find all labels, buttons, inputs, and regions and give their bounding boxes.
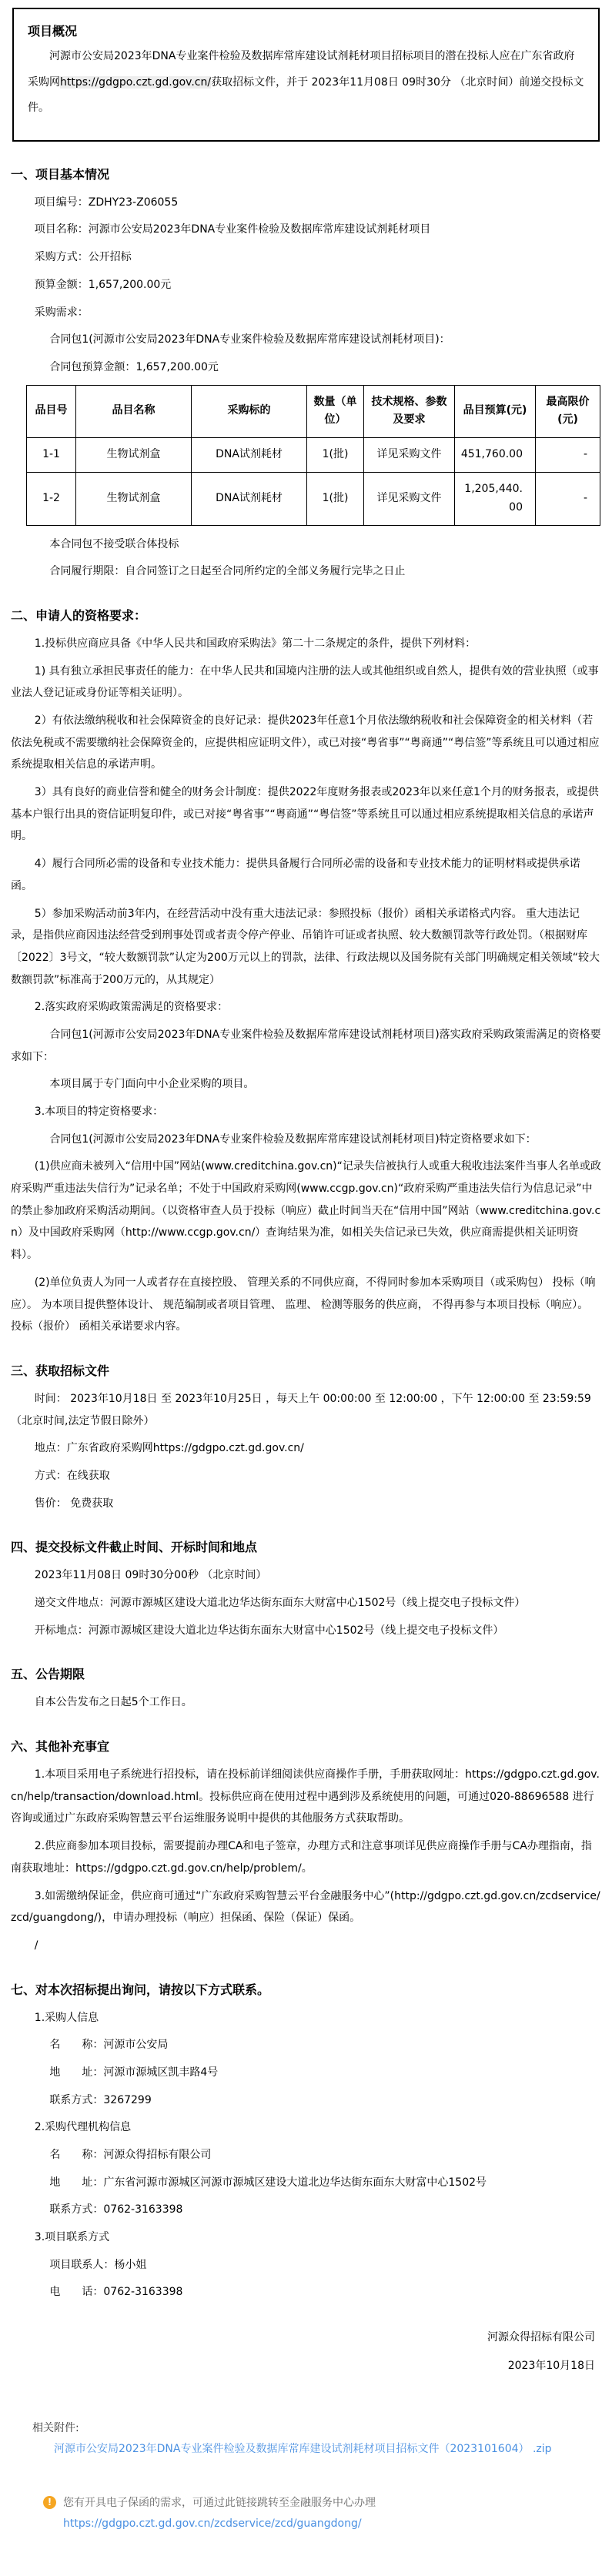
cell-max-price: - <box>536 472 600 525</box>
paragraph-group <box>11 534 601 583</box>
section-heading: 七、对本次招标提出询问，请按以下方式联系。 <box>11 1982 270 1997</box>
table-header-row <box>27 385 600 438</box>
paragraph: 本项目属于专门面向中小企业采购的项目。 <box>49 1078 255 1091</box>
overview-text-before: 河源市公安局2023年DNA专业案件检验及数据库常库建设试剂耗材项目招标项目的潜在投标人应在广东省政府采购网 <box>28 50 575 89</box>
cell-budget: 1,205,440.00 <box>455 472 536 525</box>
financial-service-link[interactable]: https://gdgpo.czt.gd.gov.cn/zcdservice/zcd/guangdong/ <box>63 2517 362 2531</box>
project-overview-box <box>12 8 600 142</box>
section-heading: 四、提交投标文件截止时间、开标时间和地点 <box>11 1540 258 1555</box>
section-heading: 二、申请人的资格要求： <box>11 607 147 623</box>
paragraph: 地 址：河源市源城区凯丰路4号 <box>49 2066 219 2079</box>
paragraph: 3.项目联系方式 <box>34 2231 110 2244</box>
table-header-cell: 最高限价(元) <box>536 385 600 438</box>
paragraph: 预算金额：1,657,200.00元 <box>34 278 172 291</box>
section-deadline-and-opening <box>11 1537 601 1641</box>
paragraph: 3）具有良好的商业信誉和健全的财务会计制度：提供2022年度财务报表或2023年以来任意1个月的财务报表，或提供基本户银行出具的资信证明复印件，或已对接“粤省事”“粤商通”“粤信签”等系统且可以通过相应系统提取相关信息的承诺声明。 <box>11 786 599 843</box>
paragraph: 合同包1(河源市公安局2023年DNA专业案件检验及数据库常库建设试剂耗材项目)： <box>49 333 450 346</box>
paragraph: 方式：在线获取 <box>34 1469 110 1482</box>
paragraph-group <box>11 2007 601 2304</box>
paragraph: 1.投标供应商应具备《中华人民共和国政府采购法》第二十二条规定的条件，提供下列材料： <box>34 637 477 650</box>
table-header-cell: 品目名称 <box>76 385 192 438</box>
table-row <box>27 438 600 473</box>
cell-item-name: 生物试剂盒 <box>76 438 192 473</box>
paragraph: 地 址：广东省河源市源城区河源市源城区建设大道北边华达街东面东大财富中心1502号 <box>49 2176 487 2189</box>
overview-title: 项目概况 <box>28 24 78 38</box>
table-row <box>27 472 600 525</box>
section-contact-info <box>11 1980 601 2304</box>
table-header-cell: 采购标的 <box>192 385 307 438</box>
table-header-cell: 技术规格、参数及要求 <box>364 385 455 438</box>
announcement-document <box>0 8 612 2530</box>
cell-procurement-target: DNA试剂耗材 <box>192 438 307 473</box>
signoff-date: 2023年10月18日 <box>507 2359 595 2372</box>
cell-quantity: 1(批) <box>307 438 364 473</box>
paragraph-group <box>11 1691 601 1714</box>
notice-text: 您有开具电子保函的需求，可通过此链接跳转至金融服务中心办理 <box>63 2497 376 2510</box>
paragraph: 2.落实政府采购政策需满足的资格要求： <box>34 1001 229 1014</box>
section-heading: 六、其他补充事宜 <box>11 1739 110 1755</box>
cell-spec: 详见采购文件 <box>364 438 455 473</box>
paragraph: 2）有依法缴纳税收和社会保障资金的良好记录：提供2023年任意1个月依法缴纳税收和社会保障资金的相关材料（若依法免税或不需要缴纳社会保障资金的，应提供相应证明文件），或已对接“粤省事”“粤商通”“粤信签”等系统且可以通过相应系统提取相关信息的承诺声明。 <box>11 714 600 771</box>
table-header-cell: 数量（单位） <box>307 385 364 438</box>
paragraph: 本合同包不接受联合体投标 <box>49 537 179 550</box>
section-qualification-requirements <box>11 606 601 1338</box>
cell-max-price: - <box>536 438 600 473</box>
paragraph: 开标地点：河源市源城区建设大道北边华达街东面东大财富中心1502号（线上提交电子投标文件） <box>34 1624 504 1637</box>
cell-item-no: 1-2 <box>27 472 76 525</box>
paragraph: 合同包预算金额：1,657,200.00元 <box>49 360 219 373</box>
attachments-label: 相关附件: <box>32 2421 79 2434</box>
paragraph: 合同包1(河源市公安局2023年DNA专业案件检验及数据库常库建设试剂耗材项目)特定资格要求如下： <box>49 1132 537 1146</box>
paragraph: 递交文件地点：河源市源城区建设大道北边华达街东面东大财富中心1502号（线上提交电子投标文件） <box>34 1597 526 1610</box>
section-announcement-period <box>11 1664 601 1714</box>
paragraph: 自本公告发布之日起5个工作日。 <box>34 1696 192 1709</box>
section-heading: 三、获取招标文件 <box>11 1363 110 1378</box>
paragraph: 3.本项目的特定资格要求： <box>34 1106 164 1119</box>
attachment-zip-link[interactable]: 河源市公安局2023年DNA专业案件检验及数据库常库建设试剂耗材项目招标文件（2023101604） .zip <box>54 2442 552 2455</box>
cell-quantity: 1(批) <box>307 472 364 525</box>
table-body <box>27 438 600 525</box>
paragraph: 2.采购代理机构信息 <box>34 2121 132 2134</box>
table-header-cell: 品目预算(元) <box>455 385 536 438</box>
paragraph: 电 话：0762-3163398 <box>49 2286 183 2299</box>
paragraph-group <box>11 1564 601 1641</box>
section-heading: 五、公告期限 <box>11 1667 85 1682</box>
e-guarantee-notice <box>43 2494 601 2530</box>
section-obtain-bid-documents <box>11 1361 601 1514</box>
paragraph: 1) 具有独立承担民事责任的能力：在中华人民共和国境内注册的法人或其他组织或自然人，提供有效的营业执照（或事业法人登记证或身份证等相关证明）。 <box>11 664 599 700</box>
cell-item-name: 生物试剂盒 <box>76 472 192 525</box>
section-other-matters <box>11 1737 601 1957</box>
signoff <box>11 2323 595 2380</box>
paragraph: 项目联系人：杨小姐 <box>49 2258 147 2271</box>
paragraph: (2)单位负责人为同一人或者存在直接控股、 管理关系的不同供应商，不得同时参加本采购项目（或采购包） 投标（响应）。 为本项目提供整体设计、 规范编制或者项目管理、 监理、 检测等服务的供应商， 不得再参与本项目投标（响应）。 投标（报价） 函相关承诺要求内容。 <box>11 1276 596 1333</box>
section-heading: 一、项目基本情况 <box>11 166 110 182</box>
items-table <box>26 385 600 526</box>
paragraph: 采购方式：公开招标 <box>34 251 132 264</box>
attachments <box>32 2420 601 2459</box>
paragraph-group <box>11 633 601 1338</box>
paragraph: 联系方式：3267299 <box>49 2093 152 2106</box>
paragraph-group <box>11 1764 601 1957</box>
paragraph: 4）履行合同所必需的设备和专业技术能力：提供具备履行合同所必需的设备和专业技术能力的证明材料或提供承诺函。 <box>11 858 580 892</box>
paragraph-group <box>11 192 601 379</box>
paragraph: 1.本项目采用电子系统进行招投标，请在投标前详细阅读供应商操作手册，手册获取网址：https://gdgpo.czt.gd.gov.cn/help/transaction/download.html。投标供应商在使用过程中遇到涉及系统使用的问题，可通过020-88696588 进行咨询或通过广东政府采购智慧云平台运维服务说明中提供的其他服务方式获取帮助。 <box>11 1768 600 1825</box>
paragraph: 5）参加采购活动前3年内，在经营活动中没有重大违法记录：参照投标（报价）函相关承诺格式内容。 重大违法记录，是指供应商因违法经营受到刑事处罚或者责令停产停业、吊销许可证或者执照、较大数额罚款等行政处罚。（根据财库〔2022〕3号文，“较大数额罚款”认定为200万元以上的罚款，法律、行政法规以及国务院有关部门明确规定相关领域“较大数额罚款”标准高于200万元的，从其规定） <box>11 907 600 986</box>
paragraph: 1.采购人信息 <box>34 2011 99 2024</box>
paragraph: 3.如需缴纳保证金，供应商可通过“广东政府采购智慧云平台金融服务中心”(http://gdgpo.czt.gd.gov.cn/zcdservice/zcd/guangdong/)，申请办理投标（响应）担保函、保险（保证）保函。 <box>11 1889 600 1925</box>
paragraph: 2023年11月08日 09时30分00秒 （北京时间） <box>34 1569 267 1582</box>
procurement-site-url: https://gdgpo.czt.gd.gov.cn/ <box>60 75 212 89</box>
paragraph: 项目名称：河源市公安局2023年DNA专业案件检验及数据库常库建设试剂耗材项目 <box>34 223 431 236</box>
signoff-org: 河源众得招标有限公司 <box>487 2331 595 2344</box>
section-basic-info <box>11 165 601 583</box>
overview-text-after: 获取招标文件，并于 2023年11月08日 09时30分 （北京时间）前递交投标文件。 <box>28 75 584 115</box>
paragraph: / <box>34 1939 38 1952</box>
warning-icon: ! <box>43 2496 56 2509</box>
paragraph: 名 称：河源众得招标有限公司 <box>49 2149 212 2162</box>
cell-budget: 451,760.00 <box>455 438 536 473</box>
cell-item-no: 1-1 <box>27 438 76 473</box>
paragraph: 名 称：河源市公安局 <box>49 2039 169 2052</box>
paragraph: 采购需求： <box>34 306 89 319</box>
overview-text <box>28 44 584 122</box>
cell-procurement-target: DNA试剂耗材 <box>192 472 307 525</box>
table-header-cell: 品目号 <box>27 385 76 438</box>
paragraph: 合同包1(河源市公安局2023年DNA专业案件检验及数据库常库建设试剂耗材项目)落实政府采购政策需满足的资格要求如下： <box>11 1028 601 1063</box>
paragraph: 联系方式：0762-3163398 <box>49 2203 183 2216</box>
paragraph: 合同履行期限：自合同签订之日起至合同所约定的全部义务履行完毕之日止 <box>49 565 406 578</box>
cell-spec: 详见采购文件 <box>364 472 455 525</box>
paragraph: 售价： 免费获取 <box>34 1497 114 1510</box>
paragraph: (1)供应商未被列入“信用中国”网站(www.creditchina.gov.cn)“记录失信被执行人或重大税收违法案件当事人名单或政府采购严重违法失信行为”记录名单；不处于中国政府采购网(www.ccgp.gov.cn)“政府采购严重违法失信行为信息记录”中的禁止参加政府采购活动期间。（以资格审查人员于投标（响应）截止时间当天在“信用中国”网站（www.creditchina.gov.cn）及中国政府采购网（http://www.ccgp.gov.cn/）查询结果为准，如相关失信记录已失效，供应商需提供相关证明资料）。 <box>11 1160 601 1262</box>
paragraph: 2.供应商参加本项目投标，需要提前办理CA和电子签章，办理方式和注意事项详见供应商操作手册与CA办理指南，指南获取地址：https://gdgpo.czt.gd.gov.cn/help/problem/。 <box>11 1840 592 1875</box>
paragraph: 项目编号：ZDHY23-Z06055 <box>34 196 179 209</box>
paragraph: 时间： 2023年10月18日 至 2023年10月25日 ，每天上午 00:00:00 至 12:00:00 ，下午 12:00:00 至 23:59:59（北京时间,法定节假日除外） <box>11 1392 591 1427</box>
paragraph: 地点：广东省政府采购网https://gdgpo.czt.gd.gov.cn/ <box>34 1442 304 1455</box>
paragraph-group <box>11 1388 601 1514</box>
